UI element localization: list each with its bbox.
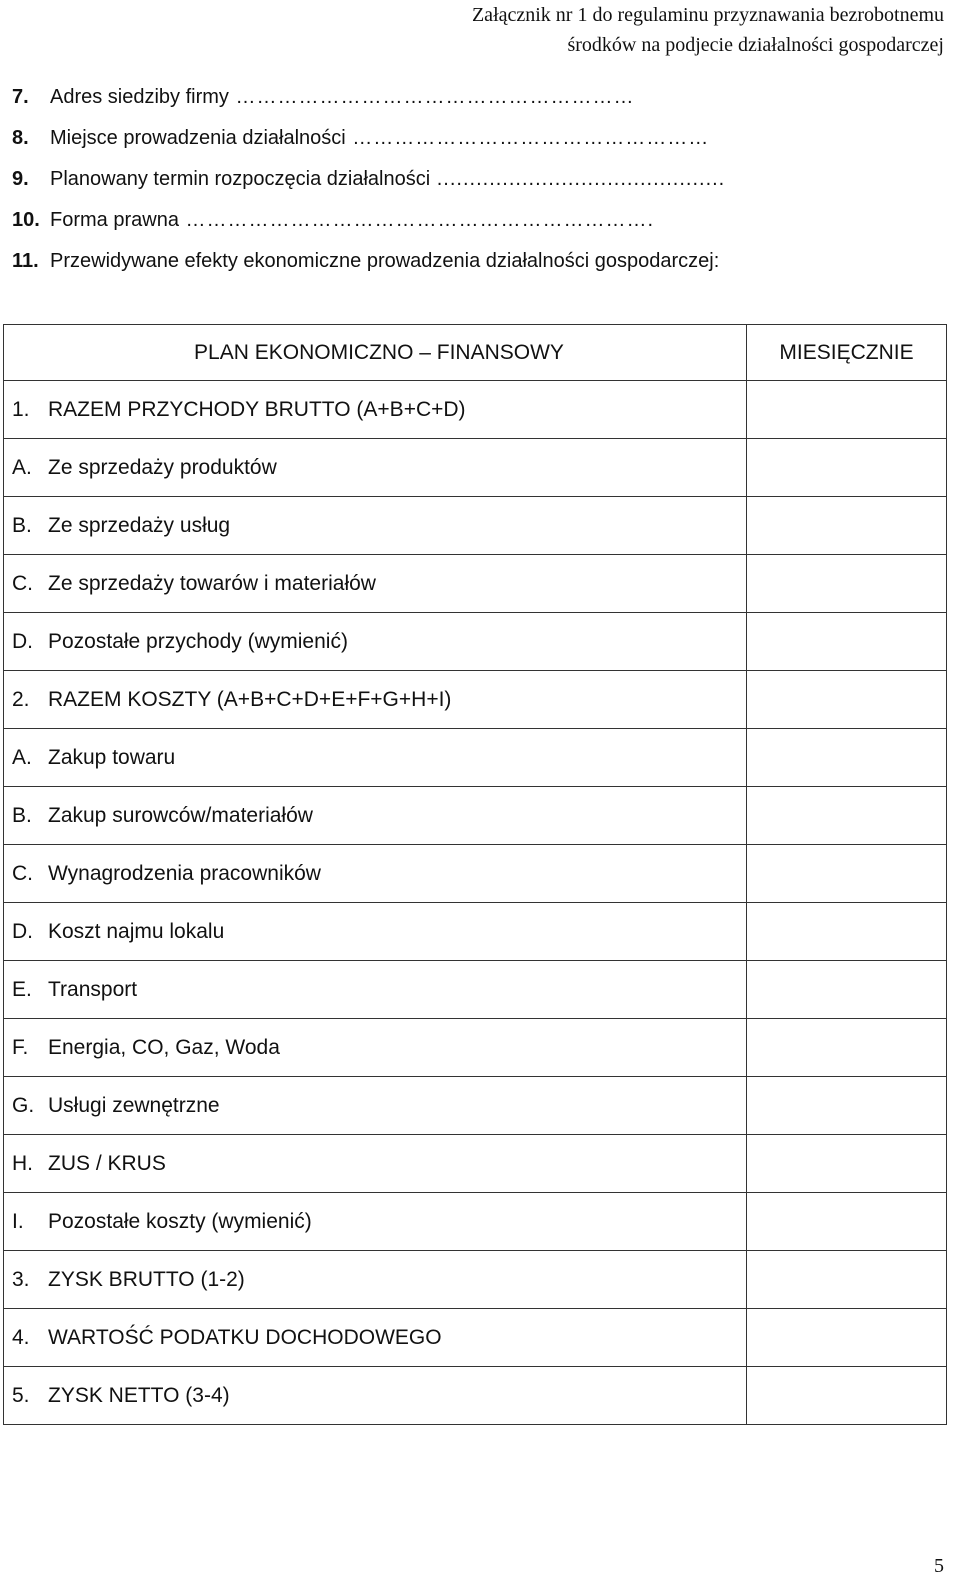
table-row [4,787,947,845]
monthly-value-cell[interactable] [747,671,947,729]
row-index: B. [12,803,32,827]
row-index: G. [12,1093,35,1117]
monthly-value-cell[interactable] [747,1135,947,1193]
row-index: I. [12,1209,24,1233]
row-label: ZUS / KRUS [48,1151,166,1175]
row-label: Koszt najmu lokalu [48,919,225,943]
table-row [4,671,947,729]
numbered-field-item [12,244,947,285]
row-label: Transport [48,977,138,1001]
column-header-monthly: MIESIĘCZNIE [747,325,947,381]
monthly-value-cell[interactable] [747,729,947,787]
monthly-value-cell[interactable] [747,497,947,555]
table-row [4,845,947,903]
numbered-field-item [12,80,947,121]
row-label: Wynagrodzenia pracowników [48,861,321,885]
row-index: H. [12,1151,33,1175]
row-label: ZYSK BRUTTO (1-2) [48,1267,245,1291]
row-label-cell [4,845,747,903]
item-fill-line[interactable]: ............................................ [430,168,726,190]
monthly-value-cell[interactable] [747,1193,947,1251]
row-label-cell [4,1251,747,1309]
row-label: Zakup surowców/materiałów [48,803,313,827]
financial-plan-table [3,324,947,1425]
item-label: Miejsce prowadzenia działalności [50,127,346,149]
table-row [4,555,947,613]
item-number: 7. [12,86,29,108]
row-label-cell [4,1135,747,1193]
numbered-field-item [12,121,947,162]
monthly-value-cell[interactable] [747,1367,947,1425]
row-index: C. [12,571,33,595]
row-label-cell [4,439,747,497]
monthly-value-cell[interactable] [747,787,947,845]
row-label: Ze sprzedaży produktów [48,455,277,479]
row-label-cell [4,787,747,845]
table-row [4,1309,947,1367]
table-row [4,1077,947,1135]
numbered-field-item [12,203,947,244]
header-line-2: środków na podjecie działalności gospodarczej [567,34,944,56]
header-line-1: Załącznik nr 1 do regulaminu przyznawania bezrobotnemu [471,4,944,26]
row-index: 4. [12,1325,30,1349]
item-number: 10. [12,209,40,231]
row-label-cell [4,555,747,613]
row-label-cell [4,1193,747,1251]
table-row [4,1019,947,1077]
item-number: 8. [12,127,29,149]
monthly-value-cell[interactable] [747,613,947,671]
monthly-value-cell[interactable] [747,381,947,439]
numbered-field-item [12,162,947,203]
table-row [4,1367,947,1425]
document-header [472,0,944,60]
row-index: 3. [12,1267,30,1291]
row-index: 2. [12,687,30,711]
table-row [4,1193,947,1251]
row-index: 1. [12,397,30,421]
row-index: A. [12,745,32,769]
row-label: ZYSK NETTO (3-4) [48,1383,230,1407]
row-index: 5. [12,1383,30,1407]
row-index: D. [12,919,33,943]
monthly-value-cell[interactable] [747,555,947,613]
table-header-row [4,325,947,381]
row-label-cell [4,381,747,439]
item-fill-line[interactable]: …………………………………………………………. [178,209,655,231]
row-label-cell [4,729,747,787]
row-label: RAZEM KOSZTY (A+B+C+D+E+F+G+H+I) [48,687,452,711]
item-number: 9. [12,168,29,190]
row-label: WARTOŚĆ PODATKU DOCHODOWEGO [48,1325,442,1349]
row-index: B. [12,513,32,537]
table-row [4,903,947,961]
item-fill-line[interactable]: ………………………………………………… [228,86,635,108]
monthly-value-cell[interactable] [747,961,947,1019]
item-label: Przewidywane efekty ekonomiczne prowadzenia działalności gospodarczej: [50,250,720,272]
row-label-cell [4,497,747,555]
table-row [4,1251,947,1309]
monthly-value-cell[interactable] [747,1077,947,1135]
row-label-cell [4,1077,747,1135]
row-index: C. [12,861,33,885]
item-fill-line[interactable]: …………………………………………… [345,127,710,149]
row-label: Pozostałe koszty (wymienić) [48,1209,312,1233]
item-label: Adres siedziby firmy [50,86,229,108]
table-row [4,439,947,497]
item-label: Forma prawna [50,209,179,231]
monthly-value-cell[interactable] [747,1251,947,1309]
monthly-value-cell[interactable] [747,1309,947,1367]
row-label: Pozostałe przychody (wymienić) [48,629,348,653]
monthly-value-cell[interactable] [747,845,947,903]
row-label: Zakup towaru [48,745,176,769]
table-row [4,729,947,787]
row-label-cell [4,1309,747,1367]
row-index: E. [12,977,32,1001]
row-label: Ze sprzedaży towarów i materiałów [48,571,376,595]
table-row [4,1135,947,1193]
table-row [4,381,947,439]
monthly-value-cell[interactable] [747,903,947,961]
numbered-fields-list [12,80,947,285]
table-row [4,961,947,1019]
row-index: A. [12,455,32,479]
table-row [4,497,947,555]
monthly-value-cell[interactable] [747,439,947,497]
row-label-cell [4,613,747,671]
row-label: Energia, CO, Gaz, Woda [48,1035,280,1059]
row-label-cell [4,961,747,1019]
row-label-cell [4,671,747,729]
item-number: 11. [12,250,39,272]
monthly-value-cell[interactable] [747,1019,947,1077]
row-index: D. [12,629,33,653]
item-label: Planowany termin rozpoczęcia działalności [50,168,431,190]
page-number: 5 [934,1555,944,1577]
row-label: Ze sprzedaży usług [48,513,231,537]
row-label-cell [4,1019,747,1077]
row-label: Usługi zewnętrzne [48,1093,220,1117]
row-label: RAZEM PRZYCHODY BRUTTO (A+B+C+D) [48,397,466,421]
table-row [4,613,947,671]
row-index: F. [12,1035,29,1059]
column-header-plan: PLAN EKONOMICZNO – FINANSOWY [4,325,747,381]
row-label-cell [4,903,747,961]
row-label-cell [4,1367,747,1425]
